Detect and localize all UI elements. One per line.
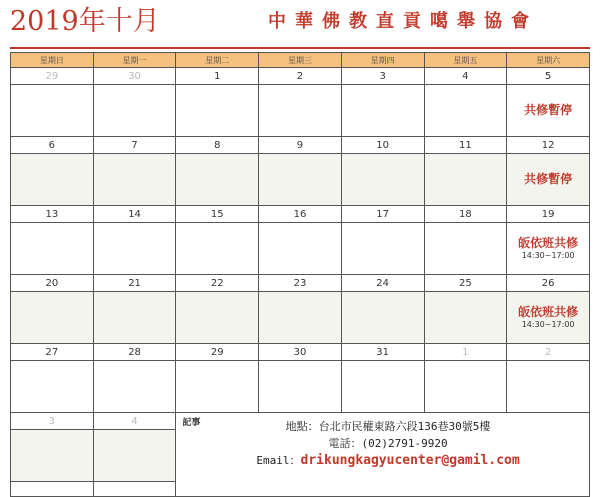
day-cell — [176, 85, 259, 137]
contact-info — [256, 418, 519, 469]
week-1-events — [11, 85, 590, 137]
email-value: drikungkagyucenter@gamil.com — [300, 453, 520, 468]
weekday-mon: 星期一 — [93, 53, 176, 68]
day-cell-saturday — [507, 292, 590, 344]
date-cell: 3 — [341, 68, 424, 85]
event-time: 14:30~17:00 — [521, 320, 575, 329]
date-cell: 20 — [11, 275, 94, 292]
day-cell — [259, 223, 342, 275]
day-cell — [259, 292, 342, 344]
day-cell — [176, 292, 259, 344]
date-cell: 2 — [259, 68, 342, 85]
date-cell: 22 — [176, 275, 259, 292]
date-cell: 8 — [176, 137, 259, 154]
date-cell: 3 — [11, 413, 94, 430]
day-cell-saturday — [507, 223, 590, 275]
date-cell: 10 — [341, 137, 424, 154]
day-cell — [11, 292, 94, 344]
day-cell — [424, 223, 507, 275]
date-cell: 2 — [507, 344, 590, 361]
date-cell: 9 — [259, 137, 342, 154]
event-title: 共修暫停 — [524, 103, 573, 117]
day-cell — [259, 154, 342, 206]
week-5-events — [11, 361, 590, 413]
phone-value: (02)2791-9920 — [361, 437, 448, 450]
day-cell — [341, 154, 424, 206]
date-cell: 26 — [507, 275, 590, 292]
day-cell — [11, 430, 94, 482]
event-title: 共修暫停 — [524, 172, 573, 186]
address-value: 台北市民權東路六段136巷30號5樓 — [318, 420, 491, 433]
day-cell — [11, 223, 94, 275]
weekday-wed: 星期三 — [259, 53, 342, 68]
day-cell-saturday — [507, 361, 590, 413]
day-cell — [341, 85, 424, 137]
weekday-header-row — [11, 53, 590, 68]
day-cell — [176, 223, 259, 275]
day-cell — [424, 85, 507, 137]
notes-box — [176, 413, 590, 497]
email-line — [256, 452, 519, 469]
week-2-events — [11, 154, 590, 206]
event-time: 14:30~17:00 — [521, 251, 575, 260]
date-cell: 4 — [424, 68, 507, 85]
day-cell — [93, 85, 176, 137]
date-cell: 21 — [93, 275, 176, 292]
phone-line — [256, 435, 519, 452]
date-cell: 29 — [176, 344, 259, 361]
week-3-events — [11, 223, 590, 275]
organization-name: 中華佛教直貢噶舉協會 — [268, 11, 538, 32]
day-cell — [259, 85, 342, 137]
date-cell: 25 — [424, 275, 507, 292]
date-cell: 29 — [11, 68, 94, 85]
day-cell — [11, 361, 94, 413]
day-cell — [11, 85, 94, 137]
date-cell: 1 — [424, 344, 507, 361]
date-cell: 23 — [259, 275, 342, 292]
date-cell: 15 — [176, 206, 259, 223]
day-cell — [341, 292, 424, 344]
day-cell — [11, 154, 94, 206]
date-cell: 17 — [341, 206, 424, 223]
weekday-fri: 星期五 — [424, 53, 507, 68]
week-4-dates — [11, 275, 590, 292]
address-line — [256, 418, 519, 435]
day-cell — [424, 361, 507, 413]
event-title: 皈依班共修 — [518, 236, 579, 250]
date-cell: 27 — [11, 344, 94, 361]
date-cell: 4 — [93, 413, 176, 430]
date-cell: 11 — [424, 137, 507, 154]
day-cell — [93, 430, 176, 482]
title-divider — [10, 47, 590, 49]
day-cell-saturday — [507, 85, 590, 137]
weekday-sat: 星期六 — [507, 53, 590, 68]
day-cell — [176, 154, 259, 206]
calendar-grid — [10, 52, 590, 497]
day-cell — [341, 361, 424, 413]
date-cell: 30 — [259, 344, 342, 361]
week-6-dates — [11, 413, 590, 430]
day-cell — [259, 361, 342, 413]
day-cell — [93, 361, 176, 413]
date-cell: 14 — [93, 206, 176, 223]
email-label: Email： — [256, 454, 301, 467]
date-cell: 5 — [507, 68, 590, 85]
day-cell — [341, 223, 424, 275]
calendar-title: 2019年十月 — [10, 6, 160, 37]
week-5-dates — [11, 344, 590, 361]
day-cell — [11, 482, 94, 497]
date-cell: 18 — [424, 206, 507, 223]
weekday-sun: 星期日 — [11, 53, 94, 68]
day-cell — [176, 361, 259, 413]
date-cell: 1 — [176, 68, 259, 85]
date-cell: 6 — [11, 137, 94, 154]
day-cell — [93, 223, 176, 275]
day-cell — [93, 482, 176, 497]
day-cell-saturday — [507, 154, 590, 206]
address-label: 地點： — [285, 420, 319, 433]
date-cell: 16 — [259, 206, 342, 223]
date-cell: 12 — [507, 137, 590, 154]
week-4-events — [11, 292, 590, 344]
day-cell — [424, 292, 507, 344]
date-cell: 24 — [341, 275, 424, 292]
date-cell: 28 — [93, 344, 176, 361]
date-cell: 31 — [341, 344, 424, 361]
week-3-dates — [11, 206, 590, 223]
date-cell: 30 — [93, 68, 176, 85]
day-cell — [424, 154, 507, 206]
event-title: 皈依班共修 — [518, 305, 579, 319]
weekday-tue: 星期二 — [176, 53, 259, 68]
day-cell — [93, 292, 176, 344]
date-cell: 19 — [507, 206, 590, 223]
date-cell: 13 — [11, 206, 94, 223]
date-cell: 7 — [93, 137, 176, 154]
notes-label: 記事 — [182, 418, 201, 428]
week-1-dates — [11, 68, 590, 85]
week-2-dates — [11, 137, 590, 154]
day-cell — [93, 154, 176, 206]
weekday-thu: 星期四 — [341, 53, 424, 68]
phone-label: 電話： — [328, 437, 362, 450]
